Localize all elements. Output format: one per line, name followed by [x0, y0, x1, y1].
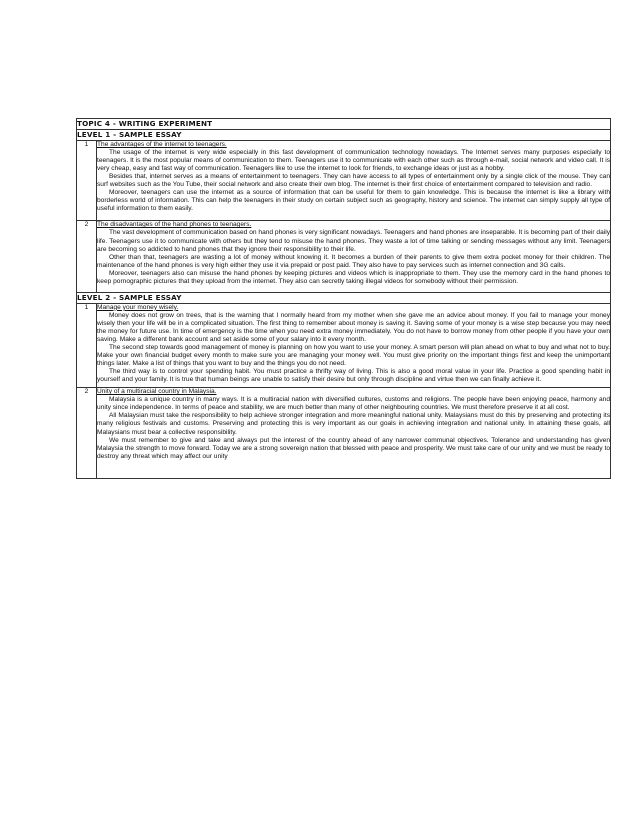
essay-paragraph: All Malaysian must take the responsibility to help achieve stronger integration and more meaningful national unity. Malaysians must do this by preserving and protecting its many religious festivals and customs. Preserving and protecting this is very important as our goals in achieving integration and national unity. In attaining these goals, all Malaysians must bear a collective responsibility.: [97, 412, 610, 436]
level-heading: LEVEL 1 - SAMPLE ESSAY: [77, 130, 611, 141]
level-row: [77, 292, 611, 303]
essay-paragraph: Moreover, teenagers also can misuse the hand phones by keeping pictures and videos which is inappropriate to them. They use the memory card in the hand phones to keep pornographic pictures that they upload from the internet. They also can secretly taking illegal videos for somebody without their permission.: [97, 269, 610, 285]
essay-number: 1: [77, 303, 97, 387]
level-heading: LEVEL 2 - SAMPLE ESSAY: [77, 292, 611, 303]
topic-row: [77, 119, 611, 130]
level-row: [77, 130, 611, 141]
essay-title: The advantages of the internet to teenagers.: [97, 141, 227, 148]
essay-cell: [97, 303, 611, 387]
essay-row: [77, 303, 611, 387]
essay-title: Manage your money wisely.: [97, 303, 179, 311]
essay-number: 1: [77, 141, 97, 221]
essay-cell: [97, 221, 611, 292]
essay-paragraph: Besides that, internet serves as a means of entertainment to teenagers. They can have access to all types of entertainment only by a single click of the mouse. They can surf websites such as the You Tube, their social network and also create their own blog. The internet is their first choice of entertainment compared to television and radio.: [97, 173, 610, 189]
essay-paragraph: Other than that, teenagers are wasting a lot of money without knowing it. It becomes a burden of their parents to give them extra pocket money for their children. The maintenance of the hand phones is very high either they use it via prepaid or post paid. They also have to pay services such as internet connection and 3G calls.: [97, 253, 610, 269]
essay-paragraph: Malaysia is a unique country in many ways. It is a multiracial nation with diversified cultures, customs and religions. The people have been enjoying peace, harmony and unity since independence. In terms of peace and stability, we are much better than many of other neighbouring countries. We must therefore preserve it at all cost.: [97, 396, 610, 412]
essay-row: [77, 388, 611, 478]
essay-number: 2: [77, 388, 97, 478]
essay-paragraph: The third way is to control your spending habit. You must practice a thrifty way of living. This is also a good moral value in your life. Practice a good spending habit in yourself and your family. It is true that human beings are unable to satisfy their desire but only through discipline and virtue then we can finally achieve it.: [97, 368, 610, 384]
essay-paragraph: We must remember to give and take and always put the interest of the country ahead of any narrower communal objectives. Tolerance and understanding has given Malaysia the strength to move forward. Today we are a strong sovereign nation that blessed with peace and prosperity. We must take care of our unity and we must be ready to destroy any threat which may affect our unity: [97, 436, 610, 460]
essay-cell: [97, 141, 611, 221]
essay-title: Unity of a multiracial country in Malaysia.: [97, 388, 217, 396]
essay-paragraph: The usage of the internet is very wide especially in this fast development of communication technology nowadays. The Internet serves many purposes especially to teenagers. It is the most popular means of communication to them. Teenagers use it to communicate with each other such as through e-mail, social network and video call. It is very cheap, easy and fast way of communication. Teenagers like to use the internet to look for friends, to exchange ideas or just as a hobby.: [97, 149, 610, 173]
topic-heading: TOPIC 4 - WRITING EXPERIMENT: [77, 119, 611, 130]
essay-paragraph: Money does not grow on trees, that is the warning that I normally heard from my mother when she gave me an advice about money. If you fail to manage your money wisely then your life will be in a complicated situation. The first thing to remember about money is saving it. Saving some of your money is a wise step because you may need the money for future use. In time of emergency is the time when you need extra money immediately. You do not have to borrow money from other people if you have your own saving. Make a different bank account and set aside some of your salary into it every month.: [97, 311, 610, 343]
essay-row: [77, 141, 611, 221]
essay-table: [76, 118, 611, 479]
essay-cell: [97, 388, 611, 478]
essay-paragraph: The second step towards good management of money is planning on how you want to use your money. A smart person will plan ahead on what to buy and what not to buy. Make your own financial budget every month to make sure you are managing your money well. You must give priority on the important things first and keep the unimportant things later. Make a list of things that you want to buy and the things you do not need.: [97, 344, 610, 368]
essay-paragraph: The vast development of communication based on hand phones is very significant nowadays. Teenagers and hand phones are inseparable. It is becoming part of their daily life. Teenagers use it to communicate with others but they tend to misuse the hand phones. They waste a lot of time talking or sending messages without any limit. Teenagers are becoming so addicted to hand phones that they ignore their responsibility to their life.: [97, 229, 610, 253]
essay-paragraph: Moreover, teenagers can use the internet as a source of information that can be useful for them to gain knowledge. This is because the internet is like a library with borderless world of information. This can help the teenagers in their study on certain subject such as geography, history and science. The internet can simply supply all type of useful information to them easily.: [97, 189, 610, 213]
essay-number: 2: [77, 221, 97, 292]
essay-title: The disadvantages of the hand phones to teenagers.: [97, 221, 252, 229]
essay-row: [77, 221, 611, 292]
